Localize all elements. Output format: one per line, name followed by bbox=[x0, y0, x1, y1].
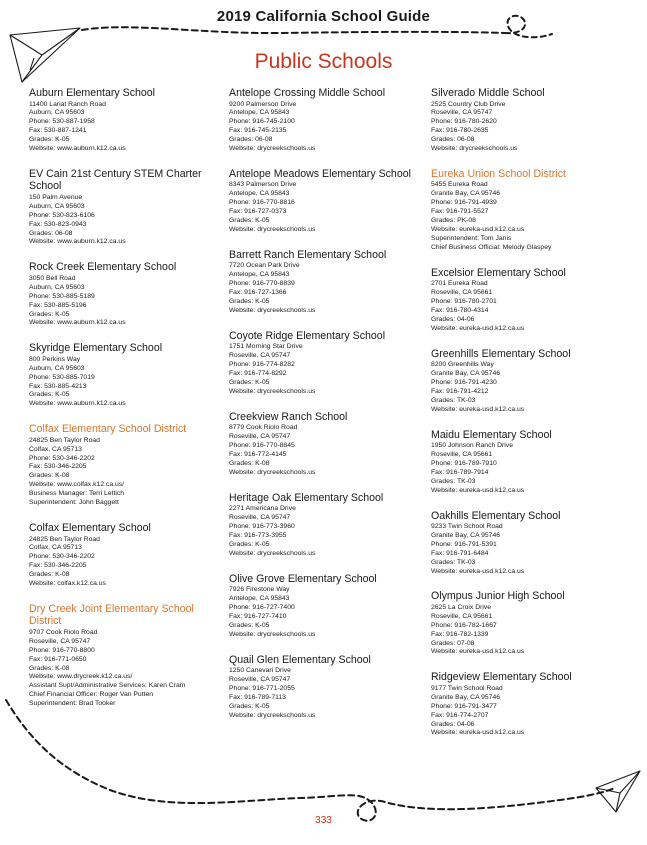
listing-detail: Superintendent: Brad Tooker bbox=[29, 700, 116, 708]
website: Website: eureka-usd.k12.ca.us bbox=[431, 405, 525, 413]
city-state-zip: Antelope, CA 95843 bbox=[229, 595, 290, 603]
school-listing bbox=[29, 168, 229, 247]
city-state-zip: Roseville, CA 95747 bbox=[229, 352, 291, 360]
website: Website: www.auburn.k12.ca.us bbox=[29, 238, 126, 246]
street-address: 2525 Country Club Drive bbox=[431, 100, 506, 108]
city-state-zip: Granite Bay, CA 95746 bbox=[431, 370, 501, 378]
grades: Grades: K-05 bbox=[229, 298, 270, 305]
website: Website: drycreekschools.us bbox=[431, 145, 518, 153]
city-state-zip: Auburn, CA 95603 bbox=[29, 364, 85, 372]
grades: Grades: K-08 bbox=[29, 472, 70, 480]
fax-number: Fax: 916-727-0373 bbox=[229, 208, 287, 216]
school-name: Antelope Meadows Elementary School bbox=[229, 167, 411, 180]
school-name: Quail Glen Elementary School bbox=[229, 653, 371, 666]
grades: Grades: TK-03 bbox=[431, 558, 476, 566]
city-state-zip: Roseville, CA 95661 bbox=[431, 612, 493, 620]
grades: Grades: K-05 bbox=[29, 136, 70, 144]
fax-number: Fax: 916-791-4212 bbox=[431, 387, 489, 395]
school-listing bbox=[29, 522, 229, 589]
phone-number: Phone: 916-727-7400 bbox=[229, 603, 295, 611]
school-name: Antelope Crossing Middle School bbox=[229, 87, 386, 99]
district-name: Eureka Union School District bbox=[431, 167, 566, 180]
school-name: Oakhills Elementary School bbox=[431, 509, 561, 522]
website: Website: www.auburn.k12.ca.us bbox=[29, 319, 126, 327]
fax-number: Fax: 916-791-5527 bbox=[431, 208, 489, 216]
phone-number: Phone: 916-773-3960 bbox=[229, 523, 295, 530]
city-state-zip: Antelope, CA 95843 bbox=[229, 190, 290, 198]
school-name: Skyridge Elementary School bbox=[29, 342, 163, 355]
district-listing bbox=[29, 603, 229, 709]
city-state-zip: Colfax, CA 95713 bbox=[29, 445, 82, 453]
fax-number: Fax: 916-727-1366 bbox=[229, 289, 287, 297]
street-address: 1250 Canevari Drive bbox=[229, 667, 291, 675]
school-name: Colfax Elementary School bbox=[29, 522, 151, 534]
website: Website: drycreekschools.us bbox=[229, 225, 316, 233]
listing-detail: Chief Business Official: Melody Glaspey bbox=[431, 243, 552, 251]
grades: Grades: 06-08 bbox=[229, 136, 273, 144]
website: Website: drycreekschools.us bbox=[229, 306, 316, 314]
website: Website: www.auburn.k12.ca.us bbox=[29, 400, 126, 408]
street-address: 8343 Palmerson Drive bbox=[229, 181, 297, 189]
city-state-zip: Auburn, CA 95603 bbox=[29, 283, 85, 291]
city-state-zip: Roseville, CA 95661 bbox=[431, 450, 493, 458]
school-listing bbox=[229, 411, 429, 478]
street-address: 2625 La Croix Drive bbox=[431, 603, 492, 611]
phone-number: Phone: 530-887-1958 bbox=[29, 118, 95, 126]
street-address: 3050 Bell Road bbox=[29, 274, 76, 282]
listing-detail: Chief Financial Officer: Roger Van Putten bbox=[29, 691, 154, 699]
listing-detail: Superintendent: Tom Janis bbox=[431, 234, 512, 242]
section-title: Public Schools bbox=[254, 50, 393, 73]
street-address: 5455 Eureka Road bbox=[431, 181, 488, 189]
city-state-zip: Antelope, CA 95843 bbox=[229, 271, 290, 279]
phone-number: Phone: 916-791-5391 bbox=[431, 540, 497, 548]
website: Website: drycreekschools.us bbox=[229, 145, 316, 153]
school-listing bbox=[229, 168, 429, 235]
school-listing bbox=[229, 87, 429, 154]
street-address: 24825 Ben Taylor Road bbox=[29, 535, 100, 543]
school-name: Barrett Ranch Elementary School bbox=[229, 248, 387, 261]
school-name: Maidu Elementary School bbox=[431, 428, 552, 441]
grades: Grades: K-05 bbox=[229, 378, 270, 386]
website: Website: drycreekschools.us bbox=[229, 387, 316, 395]
school-listing bbox=[431, 87, 631, 154]
grades: Grades: 06-08 bbox=[29, 229, 73, 237]
grades: Grades: 07-08 bbox=[431, 639, 475, 647]
grades: Grades: 04-06 bbox=[431, 315, 475, 323]
website: Website: eureka-usd.k12.ca.us bbox=[431, 567, 525, 575]
grades: Grades: K-08 bbox=[29, 664, 70, 672]
fax-number: Fax: 916-772-4145 bbox=[229, 450, 287, 458]
fax-number: Fax: 530-885-4213 bbox=[29, 382, 87, 390]
city-state-zip: Roseville, CA 95747 bbox=[229, 433, 291, 441]
school-name: Silverado Middle School bbox=[431, 87, 545, 99]
phone-number: Phone: 530-885-5189 bbox=[29, 292, 95, 300]
district-listing bbox=[431, 168, 631, 253]
website: Website: eureka-usd.k12.ca.us bbox=[431, 225, 525, 233]
website: Website: drycreekschools.us bbox=[229, 630, 316, 638]
school-listing bbox=[431, 348, 631, 415]
phone-number: Phone: 916-745-2100 bbox=[229, 118, 295, 126]
street-address: 8200 Greenhills Way bbox=[431, 361, 494, 369]
fax-number: Fax: 530-823-0943 bbox=[29, 220, 87, 228]
city-state-zip: Roseville, CA 95747 bbox=[229, 514, 291, 522]
guide-title: 2019 California School Guide bbox=[216, 8, 431, 25]
city-state-zip: Auburn, CA 95603 bbox=[29, 202, 85, 210]
fax-number: Fax: 916-791-6484 bbox=[431, 549, 489, 557]
phone-number: Phone: 916-782-1667 bbox=[431, 621, 497, 629]
street-address: 150 Palm Avenue bbox=[29, 193, 83, 201]
street-address: 9707 Cook Riolo Road bbox=[29, 628, 98, 636]
city-state-zip: Granite Bay, CA 95746 bbox=[431, 190, 501, 198]
school-listing bbox=[229, 492, 429, 559]
phone-number: Phone: 916-770-8816 bbox=[229, 199, 295, 207]
school-listing bbox=[431, 590, 631, 657]
fax-number: Fax: 530-887-1241 bbox=[29, 127, 87, 135]
phone-number: Phone: 916-791-4230 bbox=[431, 378, 497, 386]
phone-number: Phone: 916-770-8839 bbox=[229, 280, 295, 288]
street-address: 8779 Cook Riolo Road bbox=[229, 424, 298, 432]
grades: Grades: K-05 bbox=[229, 217, 270, 225]
city-state-zip: Granite Bay, CA 95746 bbox=[431, 693, 501, 701]
phone-number: Phone: 530-346-2202 bbox=[29, 454, 95, 462]
grades: Grades: PK-08 bbox=[431, 217, 476, 225]
website: Website: eureka-usd.k12.ca.us bbox=[431, 486, 525, 494]
school-name: Excelsior Elementary School bbox=[431, 266, 566, 279]
school-name: Ridgeview Elementary School bbox=[431, 671, 572, 684]
district-name: Dry Creek Joint Elementary School District bbox=[29, 602, 194, 628]
district-name: Colfax Elementary School District bbox=[29, 423, 187, 436]
phone-number: Phone: 530-346-2202 bbox=[29, 553, 95, 561]
school-listing bbox=[229, 249, 429, 316]
paper-airplane-icon bbox=[596, 771, 640, 812]
phone-number: Phone: 916-780-2620 bbox=[431, 118, 497, 126]
school-listing bbox=[229, 330, 429, 397]
street-address: 9200 Palmerson Drive bbox=[229, 100, 297, 108]
school-listing bbox=[29, 87, 229, 154]
phone-number: Phone: 916-771-2055 bbox=[229, 684, 295, 692]
grades: Grades: K-05 bbox=[229, 702, 270, 710]
column-3 bbox=[431, 87, 631, 752]
website: Website: www.colfax.k12.ca.us/ bbox=[29, 481, 125, 489]
grades: Grades: K-08 bbox=[29, 571, 70, 579]
grades: Grades: K-08 bbox=[229, 459, 270, 467]
website: Website: www.auburn.k12.ca.us bbox=[29, 145, 126, 153]
school-listing bbox=[431, 267, 631, 334]
listing-detail: Business Manager: Terri Lettich bbox=[29, 490, 125, 498]
website: Website: drycreekschools.us bbox=[229, 711, 316, 719]
phone-number: Phone: 916-774-8282 bbox=[229, 361, 295, 369]
fax-number: Fax: 916-771-0650 bbox=[29, 655, 87, 663]
grades: Grades: TK-03 bbox=[431, 477, 476, 485]
street-address: 11400 Lariat Ranch Road bbox=[29, 100, 106, 108]
school-name: Creekview Ranch School bbox=[229, 410, 348, 423]
grades: Grades: 06-08 bbox=[431, 136, 475, 144]
street-address: 2271 Americana Drive bbox=[229, 505, 296, 513]
street-address: 1751 Morning Star Drive bbox=[229, 343, 303, 351]
column-1 bbox=[29, 87, 229, 723]
fax-number: Fax: 916-782-1339 bbox=[431, 630, 489, 638]
fax-number: Fax: 916-727-7410 bbox=[229, 612, 287, 620]
phone-number: Phone: 916-789-7910 bbox=[431, 459, 497, 467]
fax-number: Fax: 916-780-2635 bbox=[431, 127, 489, 135]
school-name: Coyote Ridge Elementary School bbox=[229, 329, 386, 342]
city-state-zip: Granite Bay, CA 95746 bbox=[431, 531, 501, 539]
street-address: 24825 Ben Taylor Road bbox=[29, 436, 100, 444]
school-listing bbox=[431, 429, 631, 496]
phone-number: Phone: 916-780-2701 bbox=[431, 298, 497, 305]
city-state-zip: Auburn, CA 95603 bbox=[29, 109, 85, 117]
fax-number: Fax: 916-780-4314 bbox=[431, 306, 489, 314]
phone-number: Phone: 530-885-7019 bbox=[29, 373, 95, 381]
website: Website: colfax.k12.ca.us bbox=[29, 580, 106, 588]
school-name: Olympus Junior High School bbox=[431, 590, 565, 603]
fax-number: Fax: 916-773-3955 bbox=[229, 531, 287, 539]
school-listing bbox=[229, 573, 429, 640]
school-listing bbox=[29, 261, 229, 328]
school-name: Auburn Elementary School bbox=[29, 87, 156, 99]
street-address: 1950 Johnson Ranch Drive bbox=[431, 442, 513, 450]
grades: Grades: K-05 bbox=[29, 310, 70, 318]
fax-number: Fax: 916-774-2707 bbox=[431, 711, 489, 719]
fax-number: Fax: 530-346-2205 bbox=[29, 463, 87, 471]
city-state-zip: Colfax, CA 95713 bbox=[29, 544, 82, 552]
city-state-zip: Roseville, CA 95661 bbox=[431, 289, 493, 297]
city-state-zip: Antelope, CA 95843 bbox=[229, 109, 290, 117]
grades: Grades: K-05 bbox=[229, 621, 270, 629]
city-state-zip: Roseville, CA 95747 bbox=[431, 109, 493, 117]
school-listing bbox=[229, 654, 429, 721]
school-name: Greenhills Elementary School bbox=[431, 347, 571, 360]
phone-number: Phone: 916-770-8800 bbox=[29, 646, 95, 654]
grades: Grades: K-05 bbox=[229, 540, 270, 548]
phone-number: Phone: 916-770-8845 bbox=[229, 442, 295, 450]
column-2 bbox=[229, 87, 429, 735]
school-name: Olive Grove Elementary School bbox=[229, 572, 377, 585]
school-name: Rock Creek Elementary School bbox=[29, 261, 177, 274]
grades: Grades: K-05 bbox=[29, 391, 70, 399]
district-listing bbox=[29, 423, 229, 508]
city-state-zip: Roseville, CA 95747 bbox=[29, 637, 91, 645]
website: Website: drycreekschools.us bbox=[229, 468, 316, 476]
website: Website: drycreekschools.us bbox=[229, 549, 316, 557]
street-address: 9233 Twin School Road bbox=[431, 523, 503, 530]
school-name: Heritage Oak Elementary School bbox=[229, 491, 384, 504]
street-address: 800 Perkins Way bbox=[29, 355, 81, 363]
school-listing bbox=[431, 510, 631, 577]
flight-path bbox=[82, 27, 505, 33]
fax-number: Fax: 916-745-2135 bbox=[229, 127, 287, 135]
website: Website: eureka-usd.k12.ca.us bbox=[431, 648, 525, 656]
website: Website: www.drycreek.k12.ca.us/ bbox=[29, 673, 133, 681]
website: Website: eureka-usd.k12.ca.us bbox=[431, 729, 525, 737]
school-listing bbox=[431, 671, 631, 738]
listing-detail: Assistant Supt/Administrative Services: Karen Cram bbox=[29, 682, 186, 690]
grades: Grades: 04-06 bbox=[431, 720, 475, 728]
phone-number: Phone: 916-791-3477 bbox=[431, 702, 497, 710]
school-listing bbox=[29, 342, 229, 409]
page-number: 333 bbox=[315, 815, 332, 826]
school-name: EV Cain 21st Century STEM Charter School bbox=[29, 167, 202, 193]
street-address: 7720 Ocean Park Drive bbox=[229, 262, 300, 270]
fax-number: Fax: 916-774-8292 bbox=[229, 370, 287, 378]
listing-detail: Superintendent: John Baggett bbox=[29, 499, 119, 507]
website: Website: eureka-usd.k12.ca.us bbox=[431, 324, 525, 332]
city-state-zip: Roseville, CA 95747 bbox=[229, 675, 291, 683]
fax-number: Fax: 530-885-5196 bbox=[29, 301, 87, 309]
grades: Grades: TK-03 bbox=[431, 396, 476, 404]
fax-number: Fax: 916-789-7914 bbox=[431, 468, 489, 476]
phone-number: Phone: 530-823-6106 bbox=[29, 211, 95, 219]
street-address: 2701 Eureka Road bbox=[431, 280, 488, 288]
fax-number: Fax: 530-346-2205 bbox=[29, 562, 87, 570]
street-address: 7926 Firestone Way bbox=[229, 586, 290, 594]
fax-number: Fax: 916-789-7113 bbox=[229, 693, 286, 701]
street-address: 9177 Twin School Road bbox=[431, 684, 503, 692]
phone-number: Phone: 916-791-4939 bbox=[431, 199, 497, 207]
